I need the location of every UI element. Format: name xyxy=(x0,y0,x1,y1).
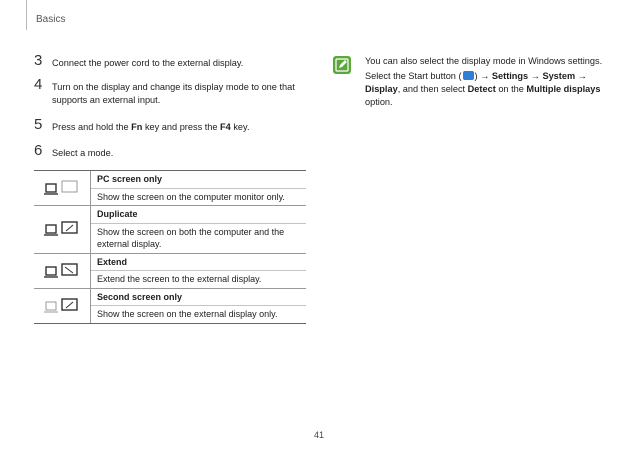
key-f4: F4 xyxy=(220,122,231,132)
mode-name: Second screen only xyxy=(91,289,306,307)
step-number: 3 xyxy=(34,52,43,69)
windows-start-icon xyxy=(463,71,474,80)
detect-label: Detect xyxy=(467,84,496,94)
display-label: Display xyxy=(365,84,398,94)
step-6 xyxy=(34,142,314,160)
mode-description: Show the screen on the external display only. xyxy=(97,309,278,319)
page-number: 41 xyxy=(314,430,325,440)
step-3 xyxy=(34,52,314,70)
mode-row-duplicate xyxy=(34,206,306,254)
duplicate-icon xyxy=(34,206,91,253)
note-intro: You can also select the display mode in Windows settings. xyxy=(365,56,603,66)
mode-name: PC screen only xyxy=(91,171,306,189)
system-label: System xyxy=(542,71,576,81)
sidebar-line xyxy=(26,0,27,30)
mode-description: Show the screen on the computer monitor only. xyxy=(97,191,285,202)
section-title: Basics xyxy=(36,14,66,25)
key-fn: Fn xyxy=(131,122,143,132)
multiple-displays-label: Multiple displays xyxy=(526,84,601,94)
pencil-note-icon xyxy=(333,56,351,74)
mode-name: Duplicate xyxy=(91,206,306,224)
mode-description: Show the screen on both the computer and the external display. xyxy=(97,226,285,249)
mode-name: Extend xyxy=(91,254,306,272)
mode-description: Extend the screen to the external display. xyxy=(97,274,262,284)
step-text: Select a mode. xyxy=(52,148,114,158)
step-text: Press and hold the Fn key and press the F4 key. xyxy=(52,122,250,132)
note-instructions: Select the Start button ( ) → Settings → System → Display, and then select Detect on the Multiple displays option. xyxy=(365,71,601,107)
pc-screen-only-icon xyxy=(34,171,91,205)
settings-label: Settings xyxy=(491,71,529,81)
step-4 xyxy=(34,76,314,107)
extend-icon xyxy=(34,254,91,288)
second-screen-only-icon xyxy=(34,289,91,323)
step-text: Turn on the display and change its display mode to one that supports an external input. xyxy=(52,82,295,105)
step-number: 6 xyxy=(34,142,43,159)
step-number: 5 xyxy=(34,116,43,133)
step-text: Connect the power cord to the external display. xyxy=(52,58,244,68)
mode-row-extend xyxy=(34,254,306,289)
mode-row-pc-screen-only xyxy=(34,171,306,206)
mode-row-second-screen-only xyxy=(34,289,306,324)
display-mode-table xyxy=(34,170,306,324)
step-number: 4 xyxy=(34,76,43,93)
step-5 xyxy=(34,116,314,134)
